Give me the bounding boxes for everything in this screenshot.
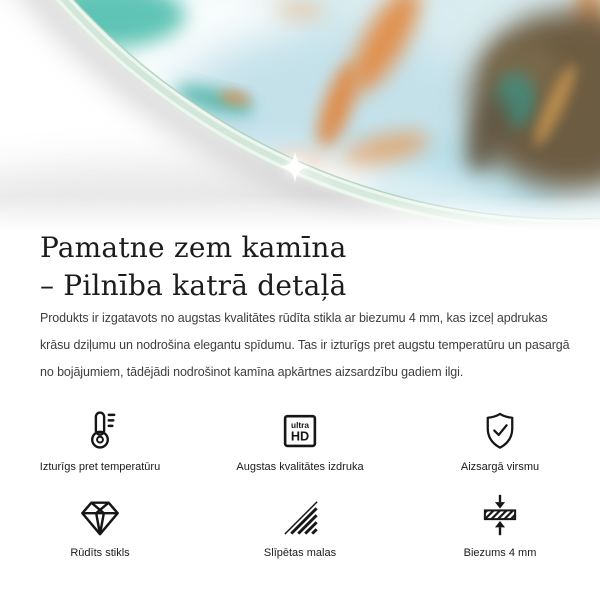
feature-label: Izturīgs pret temperatūru [39,461,161,473]
ultra-hd-text-top: ultra [291,419,309,430]
page-title [40,229,347,305]
thickness-icon [478,492,522,538]
description-line: no bojājumiem, tādējādi nodrošinot kamīna apkārtnes aizsardzību gadiem ilgi. [40,365,464,379]
feature-label: Augstas kvalitātes izdruka [236,461,364,473]
feature-polished-edges [200,488,400,564]
feature-label: Biezums 4 mm [463,547,537,559]
glass-panel-illustration [0,0,600,236]
page-title-line1: Pamatne zem kamīna [40,231,347,264]
diamond-icon [77,492,123,538]
hero-product-image [0,0,600,236]
feature-thickness-4mm [400,488,600,564]
description-line: Produkts ir izgatavots no augstas kvalitātes rūdīta stikla ar biezumu 4 mm, kas izceļ apdrukas [40,311,548,325]
ultra-hd-icon [279,406,321,452]
page-title-line2: – Pilnība katrā detaļā [40,269,347,302]
feature-heat-resistant [0,402,200,478]
feature-protects-surface [400,402,600,478]
features-grid [0,402,600,564]
feature-tempered-glass [0,488,200,564]
feature-label: Aizsargā virsmu [460,461,540,473]
ultra-hd-text-bottom: HD [290,429,310,444]
polished-edges-icon [279,492,321,538]
shield-check-icon [479,406,521,452]
feature-label: Rūdīts stikls [70,547,130,559]
product-description [40,305,569,386]
feature-ultra-hd-print [200,402,400,478]
feature-label: Slīpētas malas [263,547,337,559]
thermometer-icon [78,406,122,452]
description-line: krāsu dziļumu un nodrošina elegantu spīdumu. Tas ir izturīgs pret augstu temperatūru un pasargā [40,338,570,352]
